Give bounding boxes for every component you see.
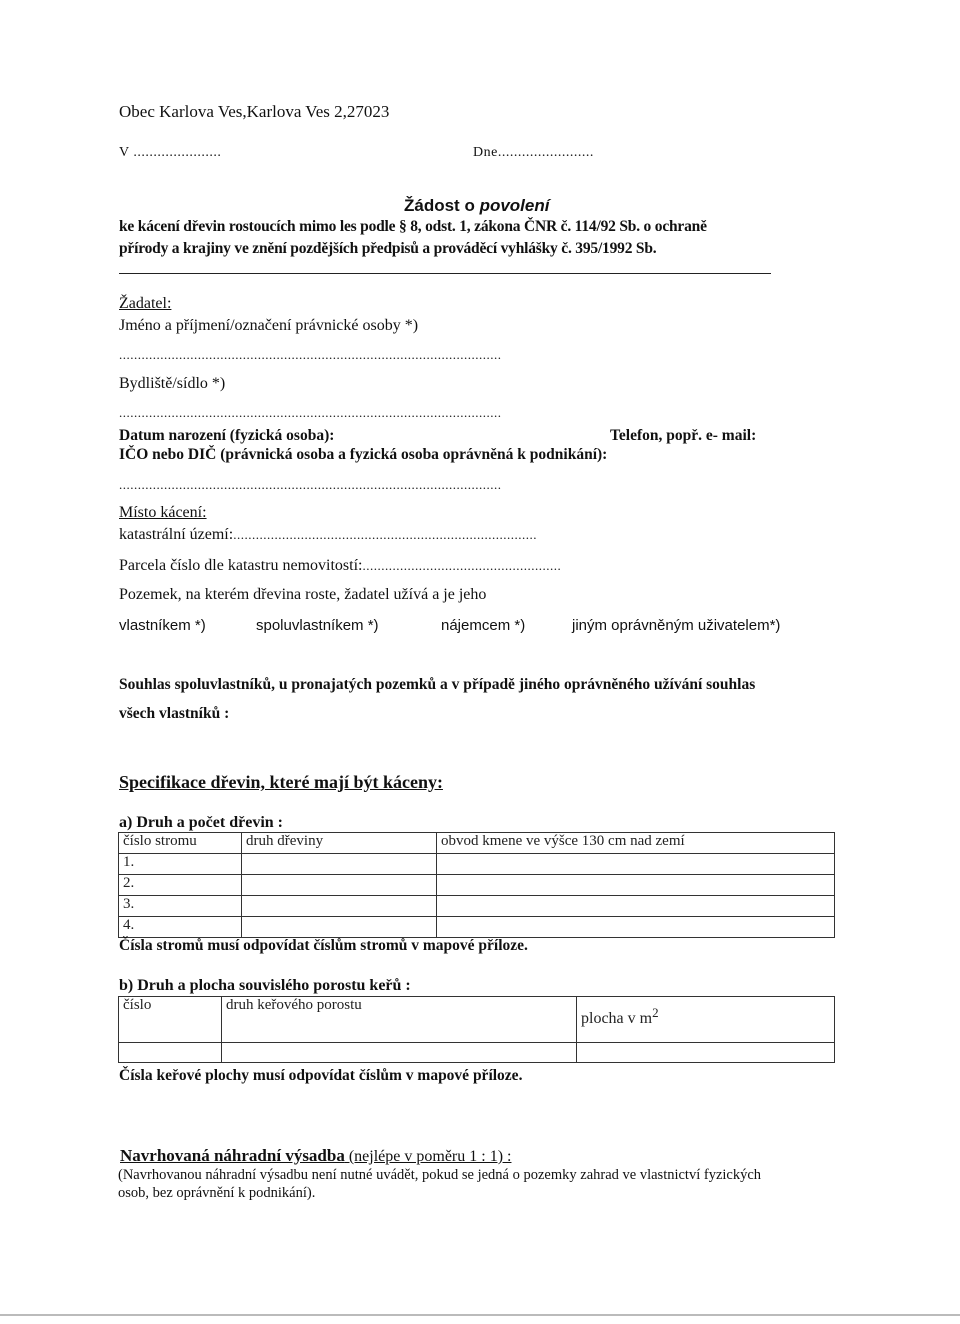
location-heading: Místo kácení: [119, 504, 207, 521]
tree-number: 2. [119, 875, 242, 896]
page-edge [0, 1314, 960, 1316]
shrubs-col-number: číslo [119, 997, 222, 1043]
replacement-note-line1: (Navrhovanou náhradní výsadbu není nutné uvádět, pokud se jedná o pozemky zahrad ve vlastnictví fyzických [118, 1167, 762, 1183]
tree-circumference-cell[interactable] [437, 917, 835, 938]
option-other-user[interactable]: jiným oprávněným uživatelem*) [572, 617, 781, 634]
applicant-name-field[interactable]: ...................................................................................................... [119, 347, 502, 362]
trees-table [118, 832, 835, 938]
option-tenant[interactable]: nájemcem *) [441, 617, 526, 634]
date-field[interactable]: Dne........................ [473, 145, 594, 160]
table-row [119, 854, 835, 875]
trees-col-circumference: obvod kmene ve výšce 130 cm nad zemí [437, 833, 835, 854]
table-row [119, 917, 835, 938]
applicant-address-label: Bydliště/sídlo *) [119, 375, 226, 392]
tree-circumference-cell[interactable] [437, 896, 835, 917]
tree-species-cell[interactable] [242, 896, 437, 917]
shrubs-col-species: druh keřového porostu [222, 997, 577, 1043]
tree-number: 4. [119, 917, 242, 938]
tree-circumference-cell[interactable] [437, 875, 835, 896]
tree-number: 3. [119, 896, 242, 917]
trees-col-number: číslo stromu [119, 833, 242, 854]
consent-line1: Souhlas spoluvlastníků, u pronajatých pozemků a v případě jiného oprávněného užívání souhlas [119, 676, 756, 693]
applicant-name-label: Jméno a příjmení/označení právnické osoby *) [119, 317, 419, 334]
shrub-species-cell[interactable] [222, 1043, 577, 1063]
shrubs-heading: b) Druh a plocha souvislého porostu keřů : [119, 977, 411, 994]
parcel-row [119, 557, 561, 575]
spec-heading: Specifikace dřevin, které mají být káceny: [119, 772, 443, 792]
ico-label: IČO nebo DIČ (právnická osoba a fyzická osoba oprávněná k podnikání): [119, 446, 608, 463]
place-field[interactable]: V ...................... [119, 145, 222, 160]
shrub-number-cell[interactable] [119, 1043, 222, 1063]
shrubs-col-area [577, 997, 835, 1043]
tree-circumference-cell[interactable] [437, 854, 835, 875]
consent-line2: všech vlastníků : [119, 705, 230, 722]
trees-header-row [119, 833, 835, 854]
parcel-field[interactable]: ..................................................... [362, 558, 562, 573]
replacement-note-line2: osob, bez oprávnění k podnikání). [118, 1185, 316, 1201]
shrub-area-cell[interactable] [577, 1043, 835, 1063]
shrubs-area-label: plocha v m [581, 1010, 653, 1027]
tree-species-cell[interactable] [242, 917, 437, 938]
birth-date-label: Datum narození (fyzická osoba): [119, 427, 335, 444]
shrubs-table [118, 996, 835, 1063]
cadastre-field[interactable]: ................................................................................. [233, 527, 537, 542]
replacement-heading: Navrhovaná náhradní výsadba [120, 1146, 345, 1165]
title-divider [119, 273, 771, 274]
office-address: Obec Karlova Ves,Karlova Ves 2,27023 [119, 102, 390, 121]
phone-label: Telefon, popř. e- mail: [610, 427, 757, 444]
replacement-ratio: (nejlépe v poměru 1 : 1) : [344, 1148, 512, 1165]
option-owner[interactable]: vlastníkem *) [119, 617, 206, 634]
tree-number: 1. [119, 854, 242, 875]
trees-note: Čísla stromů musí odpovídat číslům stromů v mapové příloze. [119, 937, 528, 954]
applicant-heading: Žadatel: [119, 295, 172, 312]
shrubs-area-exponent: 2 [652, 1005, 659, 1020]
table-row [119, 875, 835, 896]
table-row [119, 896, 835, 917]
form-subtitle-line1: ke kácení dřevin rostoucích mimo les podle § 8, odst. 1, zákona ČNR č. 114/92 Sb. o ochraně [119, 218, 707, 235]
applicant-address-field[interactable]: ...................................................................................................... [119, 405, 502, 420]
cadastre-label: katastrální území: [119, 526, 234, 543]
trees-heading: a) Druh a počet dřevin : [119, 814, 283, 831]
replacement-heading-row [120, 1146, 511, 1166]
ico-field[interactable]: ...................................................................................................... [119, 477, 502, 492]
tree-species-cell[interactable] [242, 875, 437, 896]
option-co-owner[interactable]: spoluvlastníkem *) [256, 617, 379, 634]
shrubs-note: Čísla keřové plochy musí odpovídat číslům v mapové příloze. [119, 1067, 523, 1084]
parcel-label: Parcela číslo dle katastru nemovitostí: [119, 557, 363, 574]
form-title [404, 196, 549, 216]
cadastre-row [119, 526, 537, 544]
table-row [119, 1043, 835, 1063]
form-title-emphasis: povolení [479, 196, 550, 215]
tree-species-cell[interactable] [242, 854, 437, 875]
trees-col-species: druh dřeviny [242, 833, 437, 854]
land-use-label: Pozemek, na kterém dřevina roste, žadatel užívá a je jeho [119, 586, 487, 603]
form-title-prefix: Žádost o [404, 196, 480, 215]
form-subtitle-line2: přírody a krajiny ve znění pozdějších předpisů a prováděcí vyhlášky č. 395/1992 Sb. [119, 240, 657, 257]
shrubs-header-row [119, 997, 835, 1043]
